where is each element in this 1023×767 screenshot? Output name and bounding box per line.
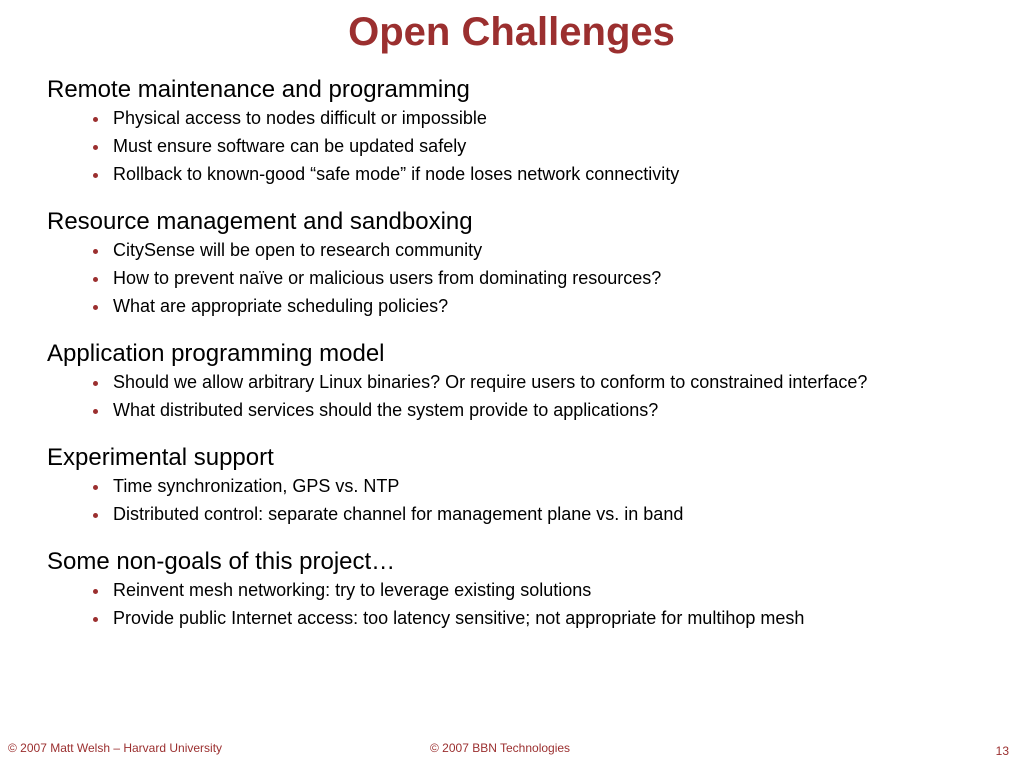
bullet-item — [47, 396, 1007, 424]
section-experimental-support — [47, 444, 1007, 528]
bullet-dot-icon — [93, 249, 98, 254]
footer-copyright-company: © 2007 BBN Technologies — [430, 741, 571, 755]
section-heading: Remote maintenance and programming — [47, 76, 470, 103]
bullet-text: Time synchronization, GPS vs. NTP — [113, 476, 400, 496]
slide-content — [47, 76, 1007, 632]
bullet-text: Should we allow arbitrary Linux binaries? Or require users to conform to constrained interface? — [113, 372, 868, 392]
slide-page-number: 13 — [995, 744, 1009, 758]
section-application-programming — [47, 340, 1007, 424]
bullet-dot-icon — [93, 617, 98, 622]
section-heading: Experimental support — [47, 444, 274, 471]
bullet-item — [47, 264, 1007, 292]
bullet-dot-icon — [93, 305, 98, 310]
bullet-text: What distributed services should the system provide to applications? — [113, 400, 659, 420]
bullet-text: What are appropriate scheduling policies? — [113, 296, 449, 316]
bullet-list — [47, 576, 1007, 632]
bullet-item — [47, 368, 1007, 396]
bullet-item — [47, 132, 1007, 160]
bullet-item — [47, 604, 1007, 632]
footer-copyright-author: © 2007 Matt Welsh – Harvard University — [8, 741, 223, 755]
bullet-dot-icon — [93, 485, 98, 490]
section-non-goals — [47, 548, 1007, 632]
bullet-dot-icon — [93, 513, 98, 518]
bullet-dot-icon — [93, 381, 98, 386]
section-heading: Application programming model — [47, 340, 385, 367]
bullet-item — [47, 576, 1007, 604]
bullet-item — [47, 160, 1007, 188]
slide-title: Open Challenges — [348, 10, 675, 54]
bullet-text: CitySense will be open to research community — [113, 240, 483, 260]
bullet-text: Reinvent mesh networking: try to leverage existing solutions — [113, 580, 592, 600]
bullet-text: How to prevent naïve or malicious users from dominating resources? — [113, 268, 662, 288]
bullet-list — [47, 236, 1007, 320]
bullet-text: Must ensure software can be updated safely — [113, 136, 467, 156]
bullet-dot-icon — [93, 173, 98, 178]
bullet-list — [47, 472, 1007, 528]
bullet-text: Provide public Internet access: too latency sensitive; not appropriate for multihop mesh — [113, 608, 805, 628]
bullet-dot-icon — [93, 145, 98, 150]
bullet-list — [47, 104, 1007, 188]
bullet-text: Physical access to nodes difficult or impossible — [113, 108, 487, 128]
bullet-item — [47, 500, 1007, 528]
bullet-item — [47, 472, 1007, 500]
bullet-list — [47, 368, 1007, 424]
bullet-item — [47, 292, 1007, 320]
bullet-text: Rollback to known-good “safe mode” if node loses network connectivity — [113, 164, 680, 184]
bullet-item — [47, 104, 1007, 132]
section-remote-maintenance — [47, 76, 1007, 188]
section-heading: Some non-goals of this project… — [47, 548, 396, 575]
bullet-dot-icon — [93, 409, 98, 414]
section-resource-management — [47, 208, 1007, 320]
section-heading: Resource management and sandboxing — [47, 208, 473, 235]
bullet-dot-icon — [93, 117, 98, 122]
bullet-dot-icon — [93, 277, 98, 282]
bullet-dot-icon — [93, 589, 98, 594]
bullet-item — [47, 236, 1007, 264]
bullet-text: Distributed control: separate channel for management plane vs. in band — [113, 504, 684, 524]
